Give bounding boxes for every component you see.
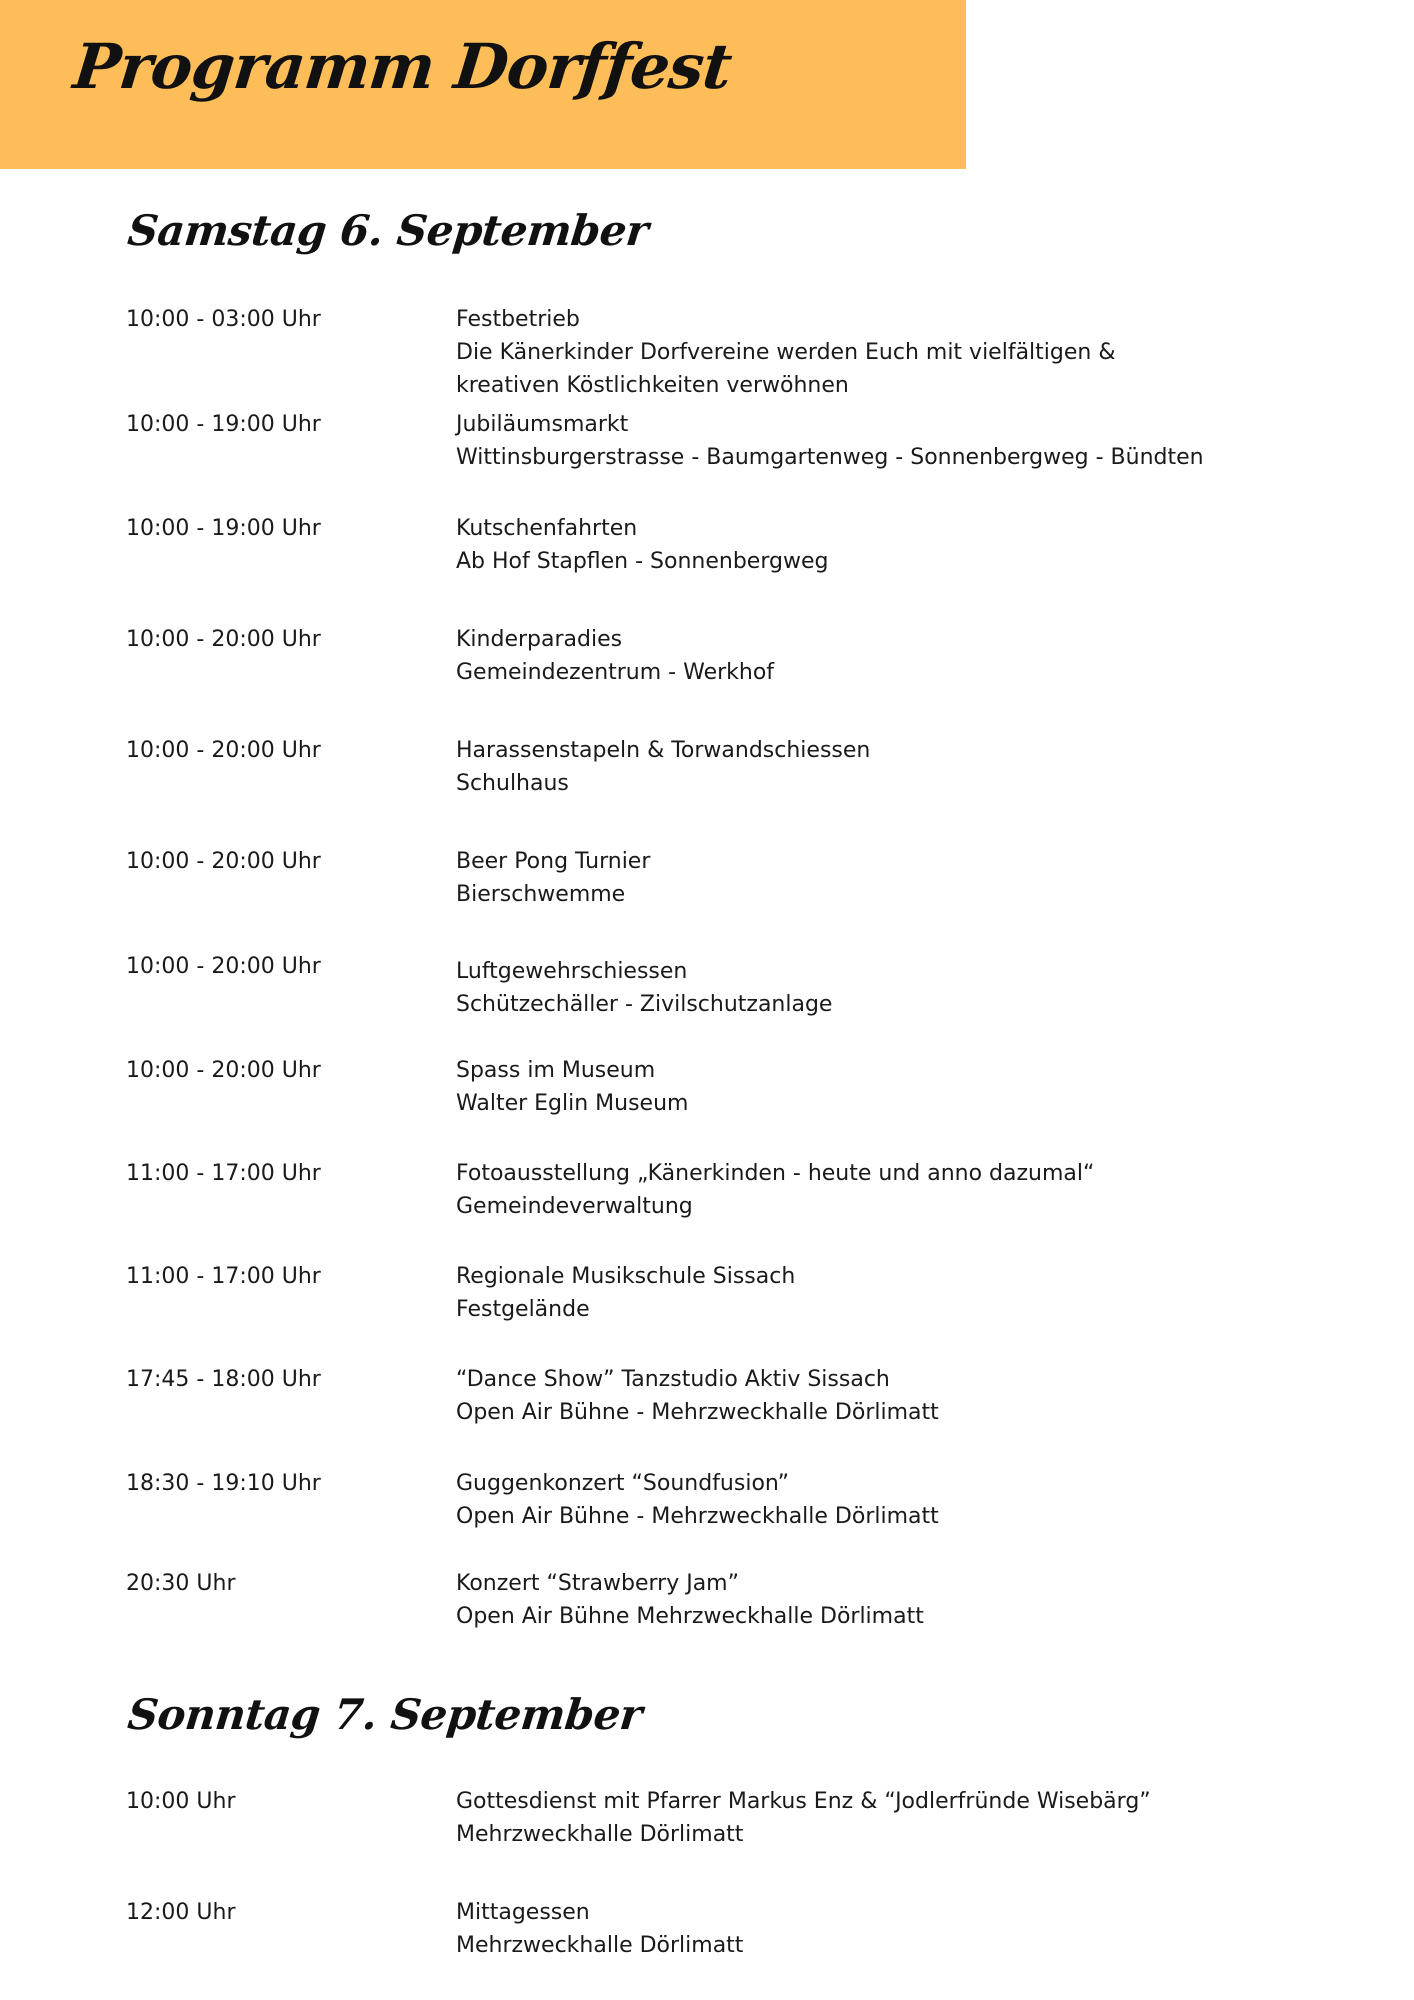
- event-description: [456, 512, 1356, 578]
- event-title: “Dance Show” Tanzstudio Aktiv Sissach: [456, 1367, 890, 1392]
- event-location: Gemeindeverwaltung: [456, 1194, 693, 1219]
- event-time: 10:00 - 03:00 Uhr: [126, 307, 321, 332]
- event-location: Open Air Bühne - Mehrzweckhalle Dörlimatt: [456, 1400, 939, 1425]
- event-title: Konzert “Strawberry Jam”: [456, 1571, 740, 1596]
- event-time: 11:00 - 17:00 Uhr: [126, 1161, 321, 1186]
- event-title: Jubiläumsmarkt: [456, 412, 629, 437]
- event-description: [456, 1157, 1356, 1223]
- event-description: [456, 303, 1356, 402]
- event-description: [456, 955, 1356, 1021]
- event-time: 10:00 - 19:00 Uhr: [126, 516, 321, 541]
- event-location: Gemeindezentrum - Werkhof: [456, 660, 775, 685]
- event-title: Mittagessen: [456, 1900, 590, 1925]
- event-title: Luftgewehrschiessen: [456, 959, 688, 984]
- event-time: 10:00 - 20:00 Uhr: [126, 849, 321, 874]
- event-description: [456, 408, 1356, 474]
- event-title: Gottesdienst mit Pfarrer Markus Enz & “Jodlerfründe Wisebärg”: [456, 1789, 1151, 1814]
- page-title: Programm Dorffest: [70, 30, 735, 103]
- event-time: 17:45 - 18:00 Uhr: [126, 1367, 321, 1392]
- event-time: 18:30 - 19:10 Uhr: [126, 1471, 321, 1496]
- day-heading-saturday: Samstag 6. September: [125, 206, 651, 255]
- event-location: Festgelände: [456, 1297, 590, 1322]
- event-time: 10:00 - 20:00 Uhr: [126, 954, 321, 979]
- event-location: Mehrzweckhalle Dörlimatt: [456, 1822, 744, 1847]
- event-location: Walter Eglin Museum: [456, 1091, 689, 1116]
- event-location: Wittinsburgerstrasse - Baumgartenweg - Sonnenbergweg - Bündten: [456, 445, 1204, 470]
- event-detail: Die Känerkinder Dorfvereine werden Euch mit vielfältigen &: [456, 340, 1116, 365]
- event-title: Regionale Musikschule Sissach: [456, 1264, 796, 1289]
- event-title: Festbetrieb: [456, 307, 580, 332]
- event-description: [456, 734, 1356, 800]
- event-location: Open Air Bühne Mehrzweckhalle Dörlimatt: [456, 1604, 924, 1629]
- event-description: [456, 1567, 1356, 1633]
- event-location: Ab Hof Stapflen - Sonnenbergweg: [456, 549, 829, 574]
- event-description: [456, 623, 1356, 689]
- event-time: 10:00 - 20:00 Uhr: [126, 738, 321, 763]
- event-title: Beer Pong Turnier: [456, 849, 651, 874]
- event-description: [456, 1054, 1356, 1120]
- event-time: 10:00 Uhr: [126, 1789, 236, 1814]
- event-title: Spass im Museum: [456, 1058, 656, 1083]
- event-time: 12:00 Uhr: [126, 1900, 236, 1925]
- event-location: Schulhaus: [456, 771, 569, 796]
- event-location: Bierschwemme: [456, 882, 626, 907]
- event-title: Fotoausstellung „Känerkinden - heute und anno dazumal“: [456, 1161, 1095, 1186]
- event-description: [456, 1785, 1356, 1851]
- event-detail: kreativen Köstlichkeiten verwöhnen: [456, 373, 849, 398]
- event-description: [456, 1467, 1356, 1533]
- event-description: [456, 1896, 1356, 1962]
- event-time: 10:00 - 20:00 Uhr: [126, 1058, 321, 1083]
- event-time: 10:00 - 20:00 Uhr: [126, 627, 321, 652]
- event-description: [456, 845, 1356, 911]
- event-time: 10:00 - 19:00 Uhr: [126, 412, 321, 437]
- day-heading-sunday: Sonntag 7. September: [125, 1690, 645, 1739]
- event-title: Kutschenfahrten: [456, 516, 638, 541]
- event-description: [456, 1260, 1356, 1326]
- event-time: 11:00 - 17:00 Uhr: [126, 1264, 321, 1289]
- event-title: Kinderparadies: [456, 627, 623, 652]
- event-title: Guggenkonzert “Soundfusion”: [456, 1471, 790, 1496]
- event-location: Schützechäller - Zivilschutzanlage: [456, 992, 833, 1017]
- title-banner: [0, 0, 966, 169]
- event-title: Harassenstapeln & Torwandschiessen: [456, 738, 871, 763]
- event-time: 20:30 Uhr: [126, 1571, 236, 1596]
- event-location: Mehrzweckhalle Dörlimatt: [456, 1933, 744, 1958]
- event-description: [456, 1363, 1356, 1429]
- event-location: Open Air Bühne - Mehrzweckhalle Dörlimatt: [456, 1504, 939, 1529]
